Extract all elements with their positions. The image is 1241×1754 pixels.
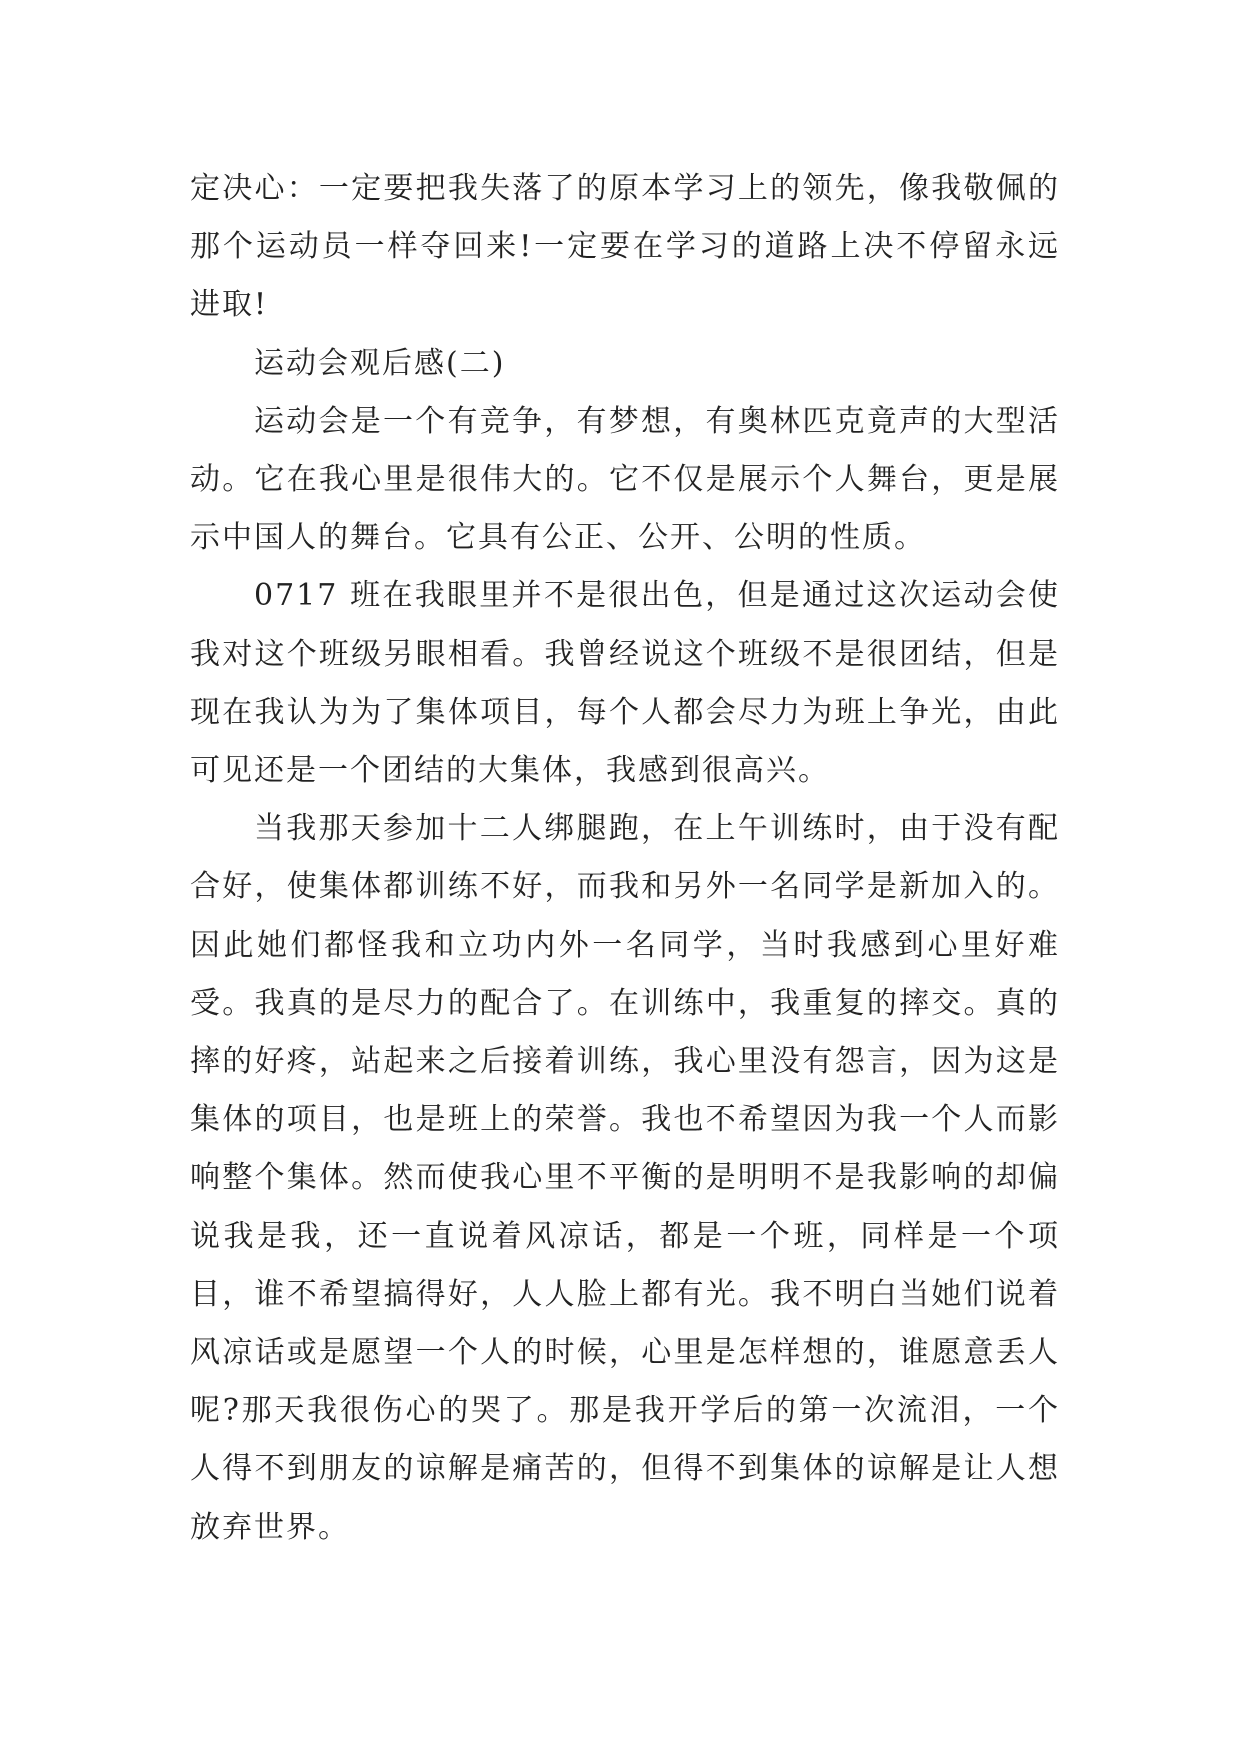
paragraph: 0717 班在我眼里并不是很出色，但是通过这次运动会使我对这个班级另眼相看。我曾经说这个班级不是很团结，但是现在我认为为了集体项目，每个人都会尽力为班上争光，由此可见还是一个团结的大集体，我感到很高兴。 (190, 578, 1060, 789)
paragraph: 当我那天参加十二人绑腿跑，在上午训练时，由于没有配合好，使集体都训练不好，而我和另外一名同学是新加入的。因此她们都怪我和立功内外一名同学，当时我感到心里好难受。我真的是尽力的配合了。在训练中，我重复的摔交。真的摔的好疼，站起来之后接着训练，我心里没有怨言，因为这是集体的项目，也是班上的荣誉。我也不希望因为我一个人而影响整个集体。然而使我心里不平衡的是明明不是我影响的却偏说我是我，还一直说着风凉话，都是一个班，同样是一个项目，谁不希望搞得好，人人脸上都有光。我不明白当她们说着风凉话或是愿望一个人的时候，心里是怎样想的，谁愿意丢人呢?那天我很伤心的哭了。那是我开学后的第一次流泪，一个人得不到朋友的谅解是痛苦的，但得不到集体的谅解是让人想放弃世界。 (190, 811, 1060, 1545)
paragraph: 运动会是一个有竞争，有梦想，有奥林匹克竟声的大型活动。它在我心里是很伟大的。它不仅是展示个人舞台，更是展示中国人的舞台。它具有公正、公开、公明的性质。 (190, 403, 1060, 556)
section-heading: 运动会观后感(二) (254, 345, 506, 381)
paragraph-continuation: 定决心：一定要把我失落了的原本学习上的领先，像我敬佩的那个运动员一样夺回来!一定要在学习的道路上决不停留永远进取! (190, 171, 1060, 323)
document-body (190, 160, 1060, 1557)
